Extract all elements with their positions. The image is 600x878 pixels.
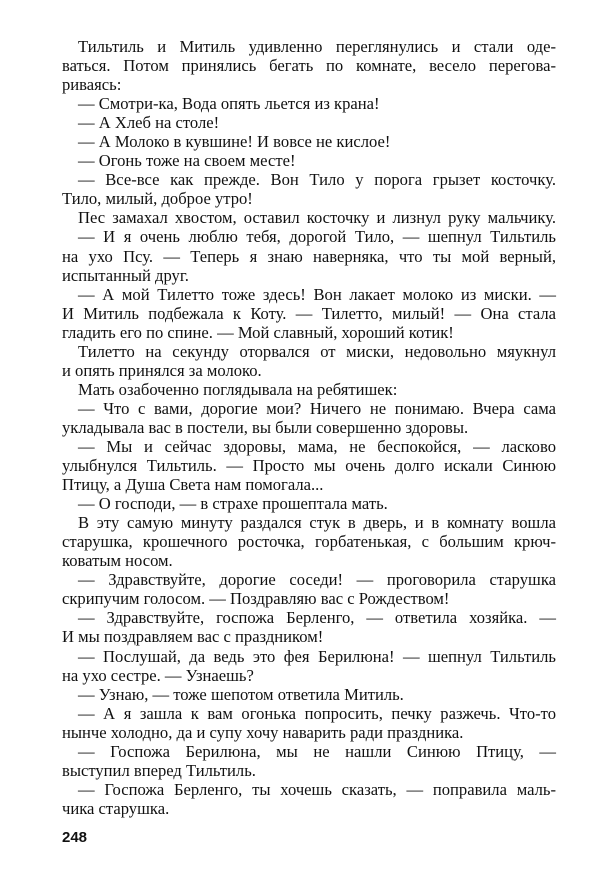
text-line: испытанный друг.	[62, 265, 189, 285]
text-line: Птицу, а Душа Света нам помогала...	[62, 475, 324, 495]
text-line: — Здравствуйте, дорогие соседи! — проговорила старушка	[78, 570, 556, 590]
text-line: — Послушай, да ведь это фея Берилюна! — шепнул Тильтиль	[78, 646, 556, 666]
text-line: чика старушка.	[62, 798, 170, 818]
text-line: Тило, милый, доброе утро!	[62, 189, 253, 209]
text-line: — Что с вами, дорогие мои? Ничего не понимаю. Вчера сама	[78, 398, 556, 418]
text-line: — Смотри-ка, Вода опять льется из крана!	[78, 94, 380, 114]
text-line: В эту самую минуту раздался стук в дверь, и в комнату вошла	[78, 513, 556, 533]
text-line: — Мы и сейчас здоровы, мама, не беспокойся, — ласково	[78, 436, 556, 456]
text-line: и опять принялся за молоко.	[62, 360, 262, 380]
text-line: — А Хлеб на столе!	[78, 113, 220, 133]
text-line: скрипучим голосом. — Поздравляю вас с Рождеством!	[62, 589, 450, 609]
text-line: — Здравствуйте, госпожа Берленго, — ответила хозяйка. —	[78, 608, 556, 628]
book-page-text	[62, 37, 556, 818]
text-line: — А Молоко в кувшине! И вовсе не кислое!	[78, 132, 391, 152]
text-line: — Госпожа Берилюна, мы не нашли Синюю Птицу, —	[78, 741, 556, 761]
text-line: — Узнаю, — тоже шепотом ответила Митиль.	[78, 684, 404, 704]
text-line: И мы поздравляем вас с праздником!	[62, 627, 324, 647]
text-line: коватым носом.	[62, 551, 173, 571]
page-number: 248	[62, 829, 88, 846]
text-line: Мать озабоченно поглядывала на ребятишек:	[78, 379, 398, 399]
text-line: — А мой Тилетто тоже здесь! Вон лакает молоко из миски. —	[78, 284, 556, 304]
text-line: риваясь:	[62, 75, 122, 95]
text-line: — Все-все как прежде. Вон Тило у порога грызет косточку.	[78, 170, 556, 190]
text-line: нынче холодно, да и супу хочу наварить ради праздника.	[62, 722, 464, 742]
text-line: — Огонь тоже на своем месте!	[78, 151, 296, 171]
text-line: — А я зашла к вам огонька попросить, печку разжечь. Что-то	[78, 703, 556, 723]
text-line: на ухо Псу. — Теперь я знаю наверняка, что ты мой верный,	[62, 246, 556, 266]
text-line: — О господи, — в страхе прошептала мать.	[78, 494, 388, 514]
text-line: старушка, крошечного росточка, горбатенькая, с большим крюч-	[62, 532, 556, 552]
text-line: укладывала вас в постели, вы были совершенно здоровы.	[62, 417, 469, 437]
text-line: И Митиль подбежала к Коту. — Тилетто, милый! — Она стала	[62, 303, 556, 323]
text-line: гладить его по спине. — Мой славный, хороший котик!	[62, 322, 454, 342]
text-line: улыбнулся Тильтиль. — Просто мы очень долго искали Синюю	[62, 456, 556, 476]
text-line: Тилетто на секунду оторвался от миски, недовольно мяукнул	[78, 341, 556, 361]
text-line: — Госпожа Берленго, ты хочешь сказать, — поправила маль-	[78, 779, 556, 799]
text-line: — И я очень люблю тебя, дорогой Тило, — шепнул Тильтиль	[78, 227, 556, 247]
text-line: на ухо сестре. — Узнаешь?	[62, 665, 254, 685]
text-line: выступил вперед Тильтиль.	[62, 760, 256, 780]
text-line: Тильтиль и Митиль удивленно переглянулись и стали оде-	[78, 37, 556, 56]
text-line: ваться. Потом принялись бегать по комнате, весело перегова-	[62, 56, 556, 76]
text-line: Пес замахал хвостом, оставил косточку и лизнул руку мальчику.	[78, 208, 556, 228]
